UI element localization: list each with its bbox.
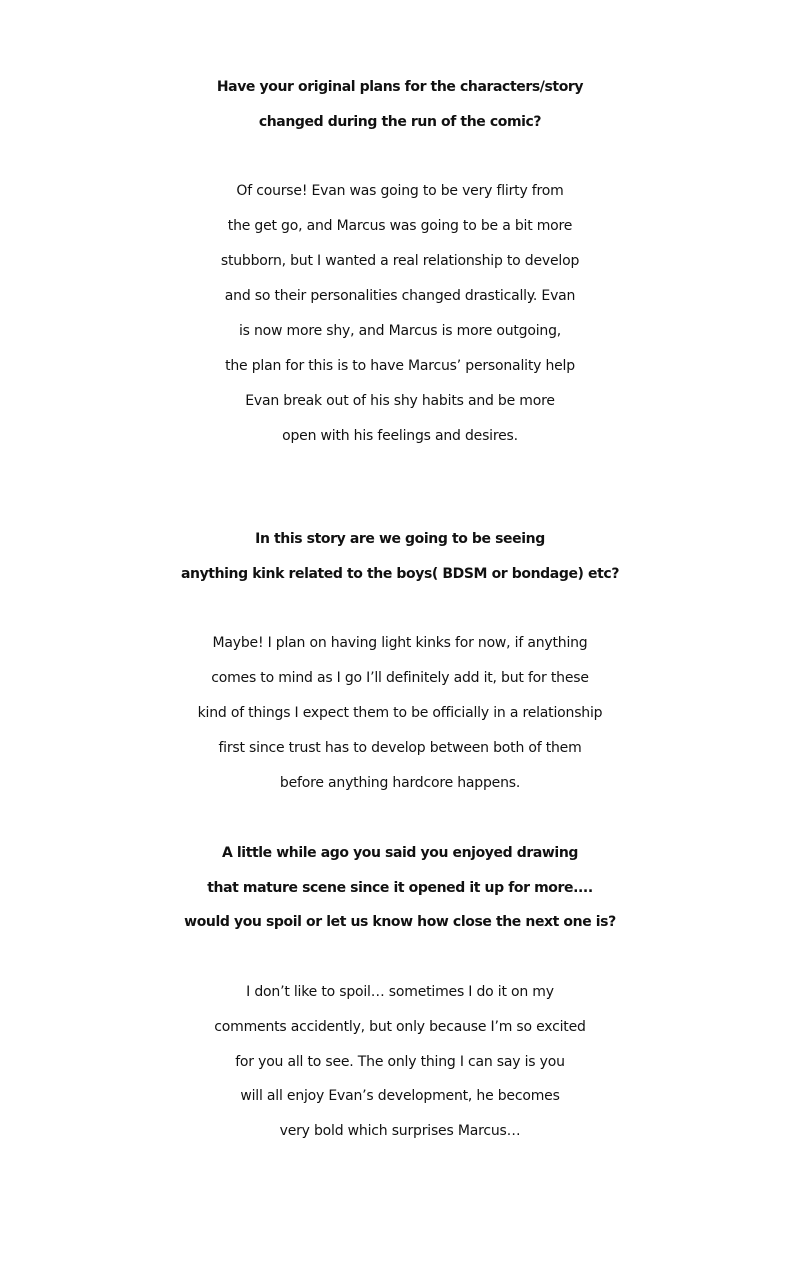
answer-line: is now more shy, and Marcus is more outgoing, [238, 323, 562, 339]
question-line: would you spoil or let us know how close the next one is? [184, 914, 616, 930]
answer-line: the plan for this is to have Marcus’ personality help [225, 358, 575, 374]
answer-line: I don’t like to spoil… sometimes I do it on my [246, 984, 554, 1000]
answer-line: very bold which surprises Marcus… [279, 1123, 521, 1139]
answer-line: will all enjoy Evan’s development, he becomes [240, 1088, 560, 1104]
question-line: that mature scene since it opened it up for more.... [207, 880, 593, 896]
question-line: A little while ago you said you enjoyed drawing [221, 845, 579, 861]
answer-line: Maybe! I plan on having light kinks for now, if anything [212, 635, 588, 651]
answer-line: first since trust has to develop between both of them [218, 740, 582, 756]
question-line: changed during the run of the comic? [258, 114, 542, 130]
answer-line: comments accidently, but only because I’m so excited [214, 1019, 586, 1035]
question-line: Have your original plans for the characters/story [216, 79, 584, 95]
answer-line: comes to mind as I go I’ll definitely add it, but for these [211, 670, 589, 686]
answer-line: stubborn, but I wanted a real relationship to develop [220, 253, 580, 269]
answer-line: the get go, and Marcus was going to be a bit more [227, 218, 573, 234]
answer-line: kind of things I expect them to be officially in a relationship [197, 705, 603, 721]
answer-line: Evan break out of his shy habits and be more [245, 393, 555, 409]
answer-line: Of course! Evan was going to be very flirty from [236, 183, 564, 199]
answer-line: before anything hardcore happens. [279, 775, 521, 791]
question-line: anything kink related to the boys( BDSM or bondage) etc? [180, 566, 620, 582]
answer-line: for you all to see. The only thing I can say is you [235, 1054, 565, 1070]
answer-line: open with his feelings and desires. [282, 428, 518, 444]
answer-line: and so their personalities changed drastically. Evan [224, 288, 576, 304]
question-line: In this story are we going to be seeing [255, 531, 545, 547]
